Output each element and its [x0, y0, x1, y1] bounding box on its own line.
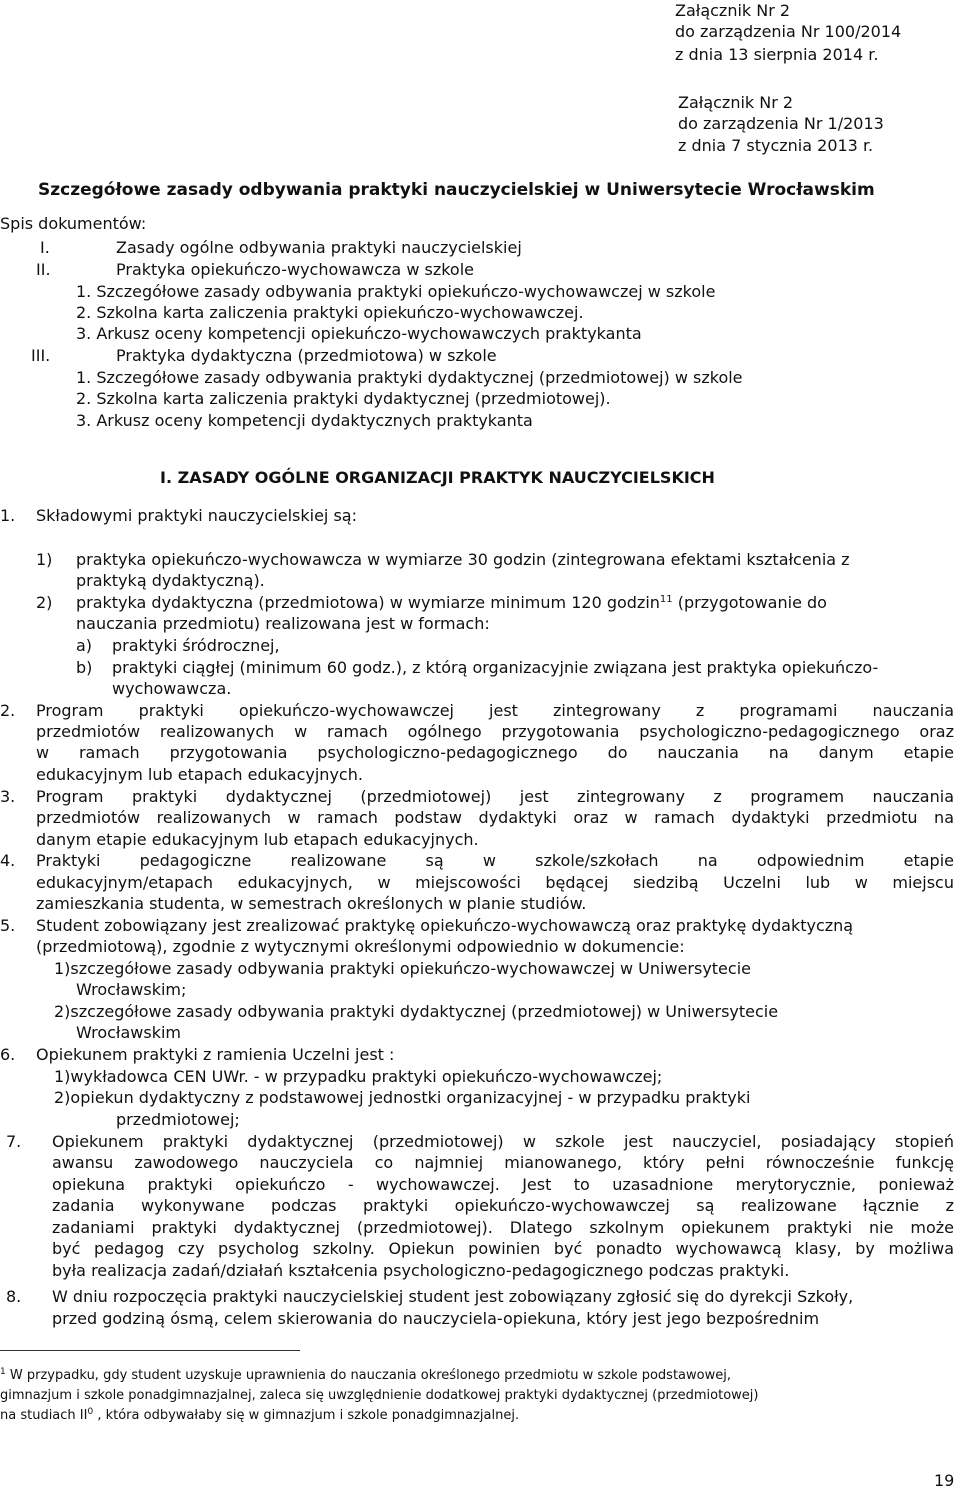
item-1-sub-2-line-2: nauczania przedmiotu) realizowana jest w formach:: [76, 614, 490, 633]
toc-ii-item-2: 2. Szkolna karta zaliczenia praktyki opiekuńczo-wychowawczej.: [76, 303, 584, 322]
item-5-number: 5.: [0, 916, 16, 935]
item-1-text: Składowymi praktyki nauczycielskiej są:: [36, 506, 357, 525]
item-3-line-1: Program praktyki dydaktycznej (przedmiotowej) jest zintegrowany z programem nauczania: [36, 787, 954, 806]
item-1-sub-1-line-1: praktyka opiekuńczo-wychowawcza w wymiarze 30 godzin (zintegrowana efektami kształcenia z: [76, 550, 850, 569]
item-1-sub-2-b-line-2: wychowawcza.: [112, 679, 232, 698]
item-7-line-4: zadania wykonywane podczas praktyki opiekuńczo-wychowawczej są realizowane łącznie z: [52, 1196, 954, 1215]
toc-ii-item-3: 3. Arkusz oceny kompetencji opiekuńczo-wychowawczych praktykanta: [76, 324, 642, 343]
item-1-sub-2-b-letter: b): [76, 658, 93, 677]
item-1-sub-2-number: 2): [36, 593, 53, 612]
item-7-line-6: być pedagog czy psycholog szkolny. Opiekun powinien być ponadto wychowawcą klasy, by możliwa: [52, 1239, 954, 1258]
item-5-sub-1-line-2: Wrocławskim;: [76, 980, 187, 999]
footnote-line-3: [0, 1406, 519, 1425]
item-1-sub-2-text-b: (przygotowanie do: [672, 593, 827, 612]
item-6-sub-2-line-1: 2)opiekun dydaktyczny z podstawowej jednostki organizacyjnej - w przypadku praktyki: [54, 1088, 751, 1107]
item-2-line-2: przedmiotów realizowanych w ramach ogólnego przygotowania psychologiczno-pedagogicznego oraz: [36, 722, 954, 741]
item-7-line-3: opiekuna praktyki opiekuńczo - wychowawczej. Jest to uzasadnione merytorycznie, ponieważ: [52, 1175, 954, 1194]
toc-heading: Spis dokumentów:: [0, 214, 147, 233]
item-8-line-1: W dniu rozpoczęcia praktyki nauczycielskiej student jest zobowiązany zgłosić się do dyrekcji Szkoły,: [52, 1287, 854, 1306]
item-2-number: 2.: [0, 701, 16, 720]
item-4-line-3: zamieszkania studenta, w semestrach określonych w planie studiów.: [36, 894, 587, 913]
item-1-number: 1.: [0, 506, 16, 525]
item-5-line-1: Student zobowiązany jest zrealizować praktykę opiekuńczo-wychowawczą oraz praktykę dydaktyczną: [36, 916, 854, 935]
footnote-text-3b: , która odbywałaby się w gimnazjum i szkole ponadgimnazjalnej.: [93, 1408, 520, 1423]
item-7-line-7: była realizacja zadań/działań kształcenia psychologiczno-pedagogicznego podczas praktyki.: [52, 1261, 790, 1280]
item-5-line-2: (przedmiotową), zgodnie z wytycznymi określonymi odpowiednio w dokumencie:: [36, 937, 685, 956]
document-title: Szczegółowe zasady odbywania praktyki nauczycielskiej w Uniwersytecie Wrocławskim: [38, 180, 875, 200]
item-7-line-1: Opiekunem praktyki dydaktycznej (przedmiotowej) w szkole jest nauczyciel, posiadający stopień: [52, 1132, 954, 1151]
toc-iii-title: Praktyka dydaktyczna (przedmiotowa) w szkole: [116, 346, 497, 365]
item-5-sub-1-line-1: 1)szczegółowe zasady odbywania praktyki opiekuńczo-wychowawczej w Uniwersytecie: [54, 959, 751, 978]
item-1-sub-2-a-text: praktyki śródrocznej,: [112, 636, 280, 655]
item-6-line-1: Opiekunem praktyki z ramienia Uczelni jest :: [36, 1045, 395, 1064]
item-3-number: 3.: [0, 787, 16, 806]
header-2-line-3: z dnia 7 stycznia 2013 r.: [678, 136, 874, 155]
item-3-line-3: danym etapie edukacyjnym lub etapach edukacyjnych.: [36, 830, 479, 849]
item-7-number: 7.: [6, 1132, 22, 1151]
page-number: 19: [934, 1471, 955, 1490]
item-2-line-4: edukacyjnym lub etapach edukacyjnych.: [36, 765, 363, 784]
toc-iii-item-3: 3. Arkusz oceny kompetencji dydaktycznych praktykanta: [76, 411, 533, 430]
item-1-sub-2-a-letter: a): [76, 636, 93, 655]
item-1-sub-2-line-1: [76, 592, 827, 613]
footnote-line-1: [0, 1366, 731, 1385]
item-7-line-5: zadaniami praktyki dydaktycznej (przedmiotowej). Dlatego szkolnym opiekunem praktyki nie może: [52, 1218, 954, 1237]
item-4-number: 4.: [0, 851, 16, 870]
item-1-sub-1-line-2: praktyką dydaktyczną).: [76, 571, 265, 590]
footnote-line-2: gimnazjum i szkole ponadgimnazjalnej, zaleca się uwzględnienie dodatkowej praktyki dydaktycznej (przedmiotowej): [0, 1388, 759, 1403]
item-8-line-2: przed godziną ósmą, celem skierowania do nauczyciela-opiekuna, który jest jego bezpośrednim: [52, 1309, 820, 1328]
toc-iii-item-2: 2. Szkolna karta zaliczenia praktyki dydaktycznej (przedmiotowej).: [76, 389, 611, 408]
section-heading: I. ZASADY OGÓLNE ORGANIZACJI PRAKTYK NAUCZYCIELSKICH: [160, 468, 715, 487]
toc-i-title: Zasady ogólne odbywania praktyki nauczycielskiej: [116, 238, 522, 257]
item-3-line-2: przedmiotów realizowanych w ramach podstaw dydaktyki oraz w ramach dydaktyki przedmiotu na: [36, 808, 954, 827]
header-1-line-2: do zarządzenia Nr 100/2014: [675, 22, 902, 41]
footnote-superscript-zero: 0: [87, 1407, 94, 1417]
item-7-line-2: awansu zawodowego nauczyciela co najmniej mianowanego, który pełni równocześnie funkcję: [52, 1153, 954, 1172]
footnote-separator: [0, 1350, 300, 1351]
item-6-sub-1: 1)wykładowca CEN UWr. - w przypadku praktyki opiekuńczo-wychowawczej;: [54, 1067, 663, 1086]
header-1-line-1: Załącznik Nr 2: [675, 1, 791, 20]
footnote-reference[interactable]: 11: [659, 594, 673, 605]
toc-iii-number: III.: [31, 346, 51, 365]
item-4-line-2: edukacyjnym/etapach edukacyjnych, w miejscowości będącej siedzibą Uczelni lub w miejscu: [36, 873, 954, 892]
item-2-line-1: Program praktyki opiekuńczo-wychowawczej jest zintegrowany z programami nauczania: [36, 701, 954, 720]
footnote-text-1: W przypadku, gdy student uzyskuje uprawnienia do nauczania określonego przedmiotu w szkole podstawowej,: [5, 1368, 731, 1383]
item-4-line-1: Praktyki pedagogiczne realizowane są w szkole/szkołach na odpowiednim etapie: [36, 851, 954, 870]
item-1-sub-1-number: 1): [36, 550, 53, 569]
item-1-sub-2-b-line-1: praktyki ciągłej (minimum 60 godz.), z którą organizacyjnie związana jest praktyka opiekuńczo-: [112, 658, 879, 677]
item-6-number: 6.: [0, 1045, 16, 1064]
item-1-sub-2-text-a: praktyka dydaktyczna (przedmiotowa) w wymiarze minimum 120 godzin: [76, 593, 660, 612]
item-5-sub-2-line-2: Wrocławskim: [76, 1023, 181, 1042]
toc-ii-title: Praktyka opiekuńczo-wychowawcza w szkole: [116, 260, 474, 279]
header-2-line-1: Załącznik Nr 2: [678, 93, 794, 112]
item-5-sub-2-line-1: 2)szczegółowe zasady odbywania praktyki dydaktycznej (przedmiotowej) w Uniwersytecie: [54, 1002, 779, 1021]
footnote-mark: 1: [0, 1367, 6, 1377]
item-8-number: 8.: [6, 1287, 22, 1306]
header-1-line-3: z dnia 13 sierpnia 2014 r.: [675, 45, 879, 64]
toc-ii-number: II.: [36, 260, 51, 279]
item-6-sub-2-line-2: przedmiotowej;: [116, 1110, 240, 1129]
toc-i-number: I.: [40, 238, 50, 257]
item-2-line-3: w ramach przygotowania psychologiczno-pedagogicznego do nauczania na danym etapie: [36, 743, 954, 762]
footnote-text-3a: na studiach II: [0, 1408, 88, 1423]
toc-iii-item-1: 1. Szczegółowe zasady odbywania praktyki dydaktycznej (przedmiotowej) w szkole: [76, 368, 743, 387]
header-2-line-2: do zarządzenia Nr 1/2013: [678, 114, 884, 133]
toc-ii-item-1: 1. Szczegółowe zasady odbywania praktyki opiekuńczo-wychowawczej w szkole: [76, 282, 716, 301]
